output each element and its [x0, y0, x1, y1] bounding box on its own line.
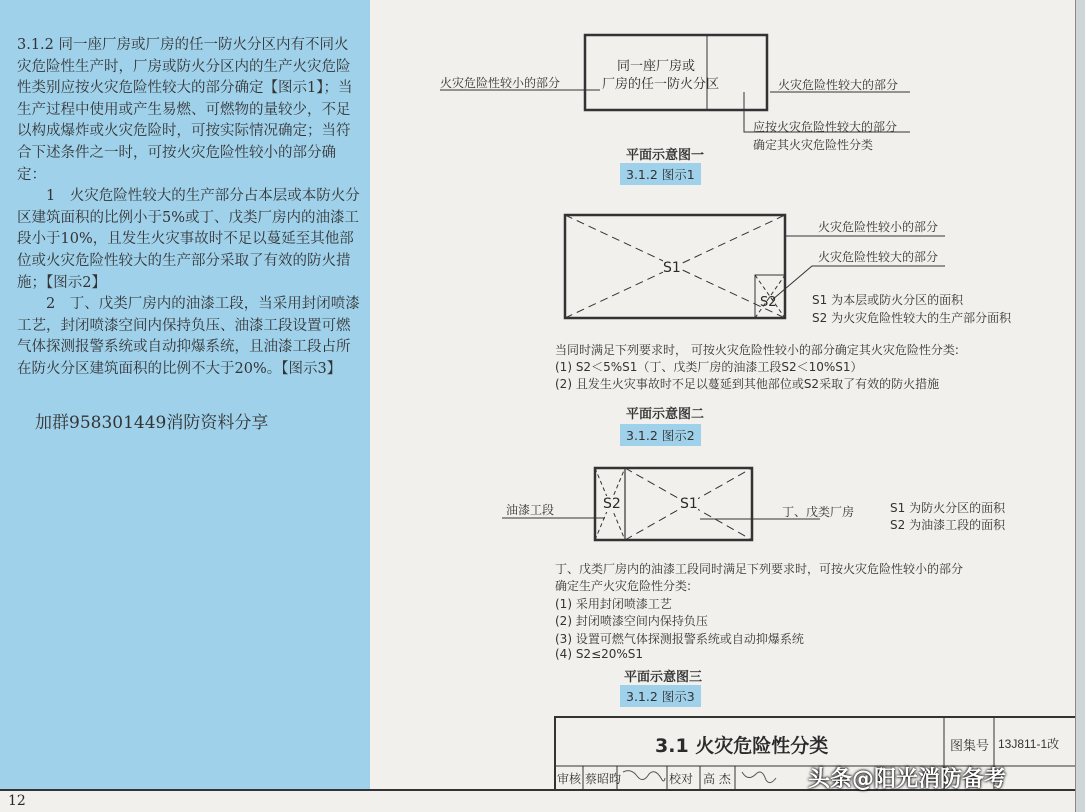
fig3-condition: 确定生产火灾危险性分类: — [555, 579, 692, 593]
review-label: 审核 — [557, 772, 582, 786]
fig3-legend-s2: S2 为油漆工段的面积 — [890, 518, 1006, 532]
fig2-condition: (2) 且发生火灾事故时不足以蔓延到其他部位或S2采取了有效的防火措施 — [555, 377, 940, 391]
clause-item-1: 1 火灾危险性较大的生产部分占本层或本防火分区建筑面积的比例小于5%或丁、戊类厂房内的油漆工段小于10%，且发生火灾事故时不足以蔓延至其他部位或火灾危险性较大的生产部分采取了有效的防火措施；【图示2】 — [17, 188, 360, 291]
fig3-right-label: 丁、戊类厂房 — [782, 505, 855, 519]
fig2-s2-label: S2 — [760, 295, 777, 310]
fig3-condition: (2) 封闭喷漆空间内保持负压 — [555, 614, 708, 628]
fig2-condition: 当同时满足下列要求时， 可按火灾危险性较小的部分确定其火灾危险性分类: — [555, 343, 959, 357]
fig2-s1-label: S1 — [663, 260, 681, 276]
fig2-large-label: 火灾危险性较大的部分 — [818, 250, 939, 264]
fig3-left-label: 油漆工段 — [506, 503, 555, 517]
fig3-condition: (1) 采用封闭喷漆工艺 — [555, 597, 672, 611]
fig1-badge: 3.1.2 图示1 — [620, 163, 701, 185]
page-edge — [1075, 0, 1085, 812]
watermark: 头条@阳光消防备考 — [808, 767, 1007, 792]
clause-paragraph: 3.1.2 同一座厂房或厂房的任一防火分区内有不同火灾危险性生产时，厂房或防火分区内的生产火灾危险性类别应按火灾危险性较大的部分确定【图示1】；当生产过程中使用或产生易燃、可燃物的量较少，不足以构成爆炸或火灾危险时，可按实际情况确定；当符合下述条件之一时，可按火灾危险性较小的部分确定： — [17, 37, 353, 183]
fig2-small-label: 火灾危险性较小的部分 — [818, 220, 939, 234]
group-note: 加群958301449消防资料分享 — [35, 413, 269, 433]
fig1-note-line2: 确定其火灾危险性分类 — [753, 138, 874, 152]
fig2-caption: 平面示意图二 — [626, 407, 705, 422]
fig3-caption: 平面示意图三 — [624, 670, 703, 685]
fig2-condition: (1) S2＜5%S1（丁、戊类厂房的油漆工段S2＜10%S1） — [555, 360, 863, 374]
sheet-title: 3.1 火灾危险性分类 — [655, 735, 829, 757]
fig1-left-label: 火灾危险性较小的部分 — [440, 76, 561, 90]
reviewer-name: 蔡昭昀 — [585, 772, 622, 786]
fig3-condition: (3) 设置可燃气体探测报警系统或自动抑爆系统 — [555, 632, 804, 646]
fig3-condition: 丁、戊类厂房内的油漆工段同时满足下列要求时，可按火灾危险性较小的部分 — [555, 562, 964, 576]
fig3-badge: 3.1.2 图示3 — [620, 685, 701, 707]
fig3-s2-label: S2 — [603, 496, 621, 512]
page-number: 12 — [8, 793, 26, 809]
reviewer-signature — [623, 771, 665, 781]
fig1-box-line1: 同一座厂房或 — [617, 59, 696, 74]
fig2-badge: 3.1.2 图示2 — [620, 424, 701, 446]
checker-name: 高 杰 — [703, 772, 731, 786]
fig2-legend-s1: S1 为本层或防火分区的面积 — [812, 293, 964, 307]
atlas-label: 图集号 — [950, 739, 990, 754]
fig3-s1-label: S1 — [680, 496, 698, 512]
atlas-number: 13J811-1改 — [998, 737, 1060, 751]
fig2-legend-s2: S2 为火灾危险性较大的生产部分面积 — [812, 311, 1012, 325]
fig3-legend-s1: S1 为防火分区的面积 — [890, 501, 1006, 515]
fig1-caption: 平面示意图一 — [626, 148, 705, 163]
fig1-right-label: 火灾危险性较大的部分 — [778, 78, 899, 92]
fig1-note-line1: 应按火灾危险性较大的部分 — [753, 120, 898, 134]
checker-signature — [742, 772, 776, 783]
clause-item-2: 2 丁、戊类厂房内的油漆工段，当采用封闭喷漆工艺，封闭喷漆空间内保持负压、油漆工段设置可燃气体探测报警系统或自动抑爆系统，且油漆工段占所在防火分区建筑面积的比例不大于20%。【图示3】 — [17, 296, 360, 377]
check-label: 校对 — [669, 772, 694, 786]
fig1-box-line2: 厂房的任一防火分区 — [602, 77, 720, 92]
fig3-condition: (4) S2≤20%S1 — [555, 647, 644, 661]
